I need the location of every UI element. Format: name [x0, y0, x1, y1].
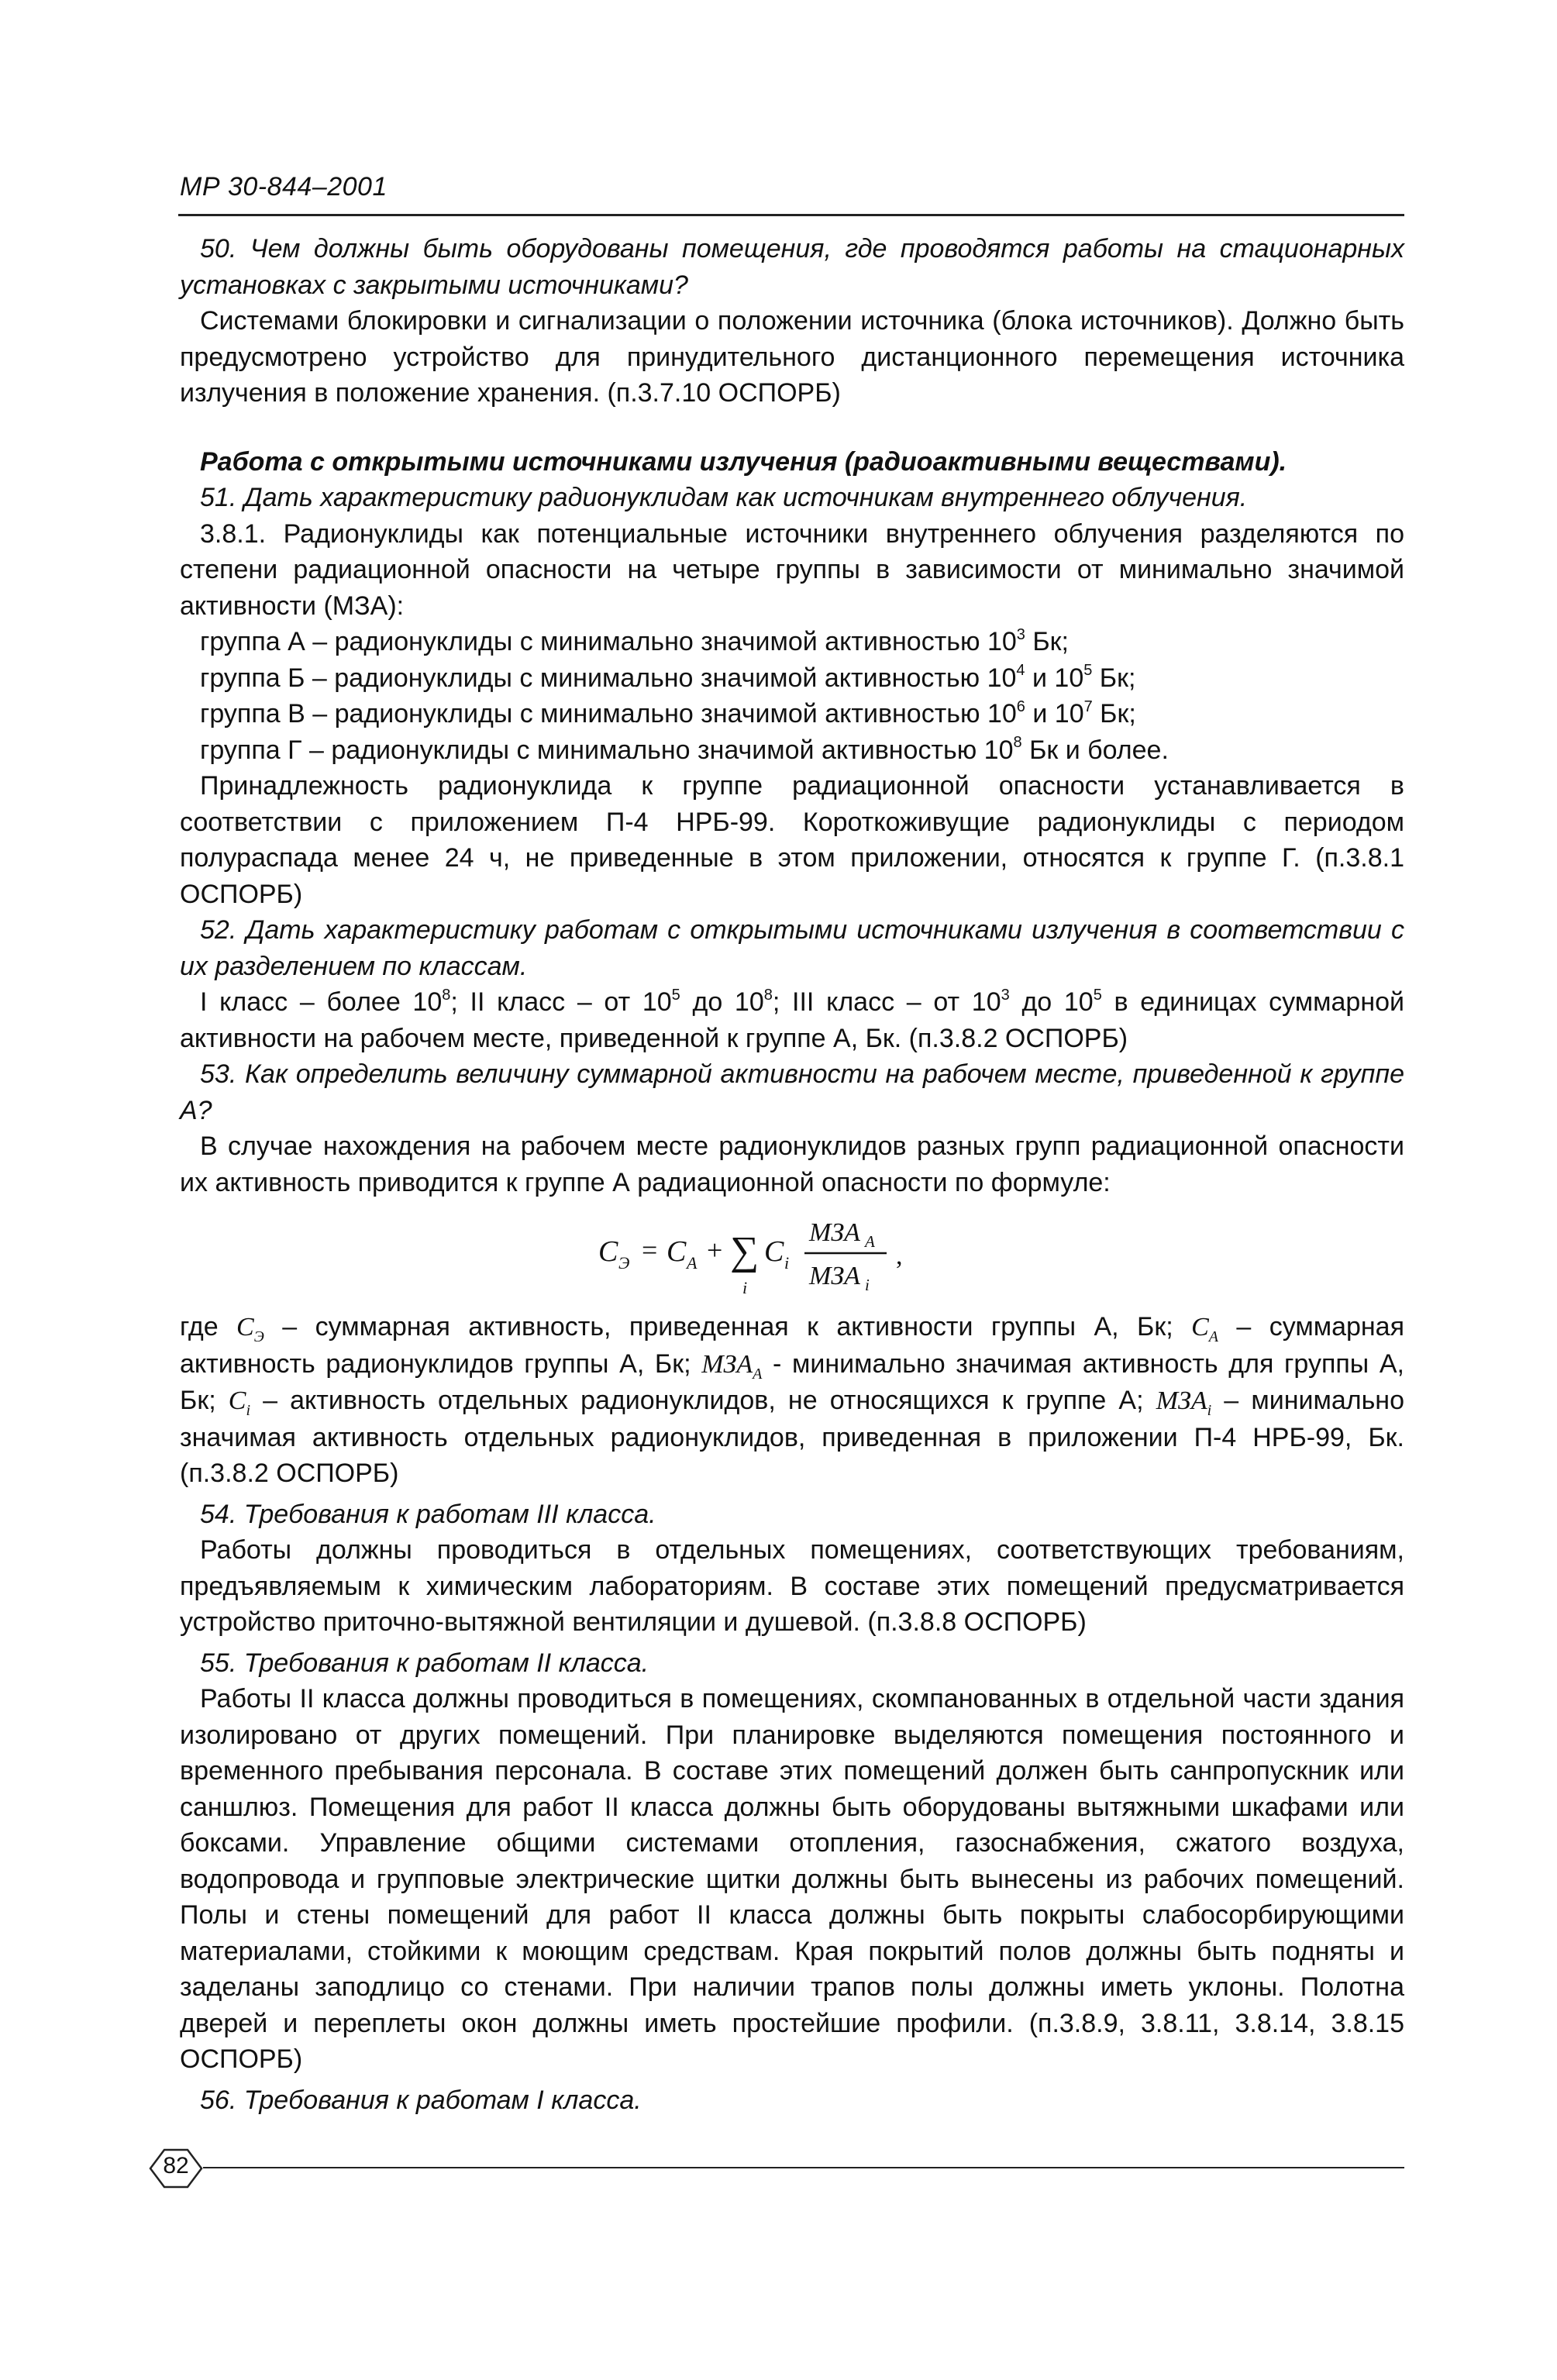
- group-g-line: [180, 732, 1404, 769]
- answer-53-intro: В случае нахождения на рабочем месте радионуклидов разных групп радиационной опасности их активность приводится к группе А радиационной опасности по формуле:: [180, 1131, 1404, 1197]
- activity-formula: [180, 1204, 1404, 1303]
- legend-symbol-ci-sub: i: [246, 1401, 250, 1419]
- question-51: 51. Дать характеристику радионуклидам как источникам внутреннего облучения.: [200, 483, 1248, 512]
- formula-comma: ,: [896, 1242, 903, 1270]
- group-v-exponent-2: 7: [1083, 697, 1093, 715]
- class-text-1: I класс – более 10: [200, 987, 443, 1017]
- question-55: 55. Требования к работам II класса.: [200, 1648, 649, 1678]
- formula-ci: C: [764, 1235, 784, 1268]
- group-v-line: [180, 696, 1404, 732]
- class-text-6: в единицах суммарной активности на рабочем месте, приведенной к группе А, Бк. (п.3.8.2 ОСПОРБ): [180, 987, 1404, 1053]
- legend-symbol-ca: С: [1191, 1313, 1209, 1342]
- class-exp-1: 8: [442, 986, 451, 1004]
- group-b-and: и 10: [1025, 663, 1084, 693]
- class-exp-3: 8: [763, 986, 773, 1004]
- legend-symbol-ci: С: [228, 1386, 246, 1415]
- formula-ca: C: [667, 1235, 687, 1268]
- class-exp-5: 5: [1093, 986, 1102, 1004]
- group-g-text: группа Г – радионуклиды с минимально значимой активностью 10: [200, 735, 1014, 765]
- page-body: [180, 231, 1404, 2118]
- class-text-3: до 10: [680, 987, 764, 1017]
- formula-denominator-sub: i: [865, 1276, 870, 1294]
- legend-text-4: – активность отдельных радионуклидов, не относящихся к группе А;: [250, 1386, 1156, 1415]
- formula-equals: =: [642, 1235, 658, 1266]
- legend-text-5: – минимально значимая активность отдельных радионуклидов, приведенная в приложении П-4 НРБ-99, Бк. (п.3.8.2 ОСПОРБ): [180, 1386, 1404, 1488]
- legend-symbol-mza-i-sub: i: [1207, 1401, 1212, 1419]
- formula-ci-sub: i: [784, 1253, 790, 1273]
- class-text-4: ; III класс – от 10: [772, 987, 1001, 1017]
- question-56: 56. Требования к работам I класса.: [200, 2085, 642, 2115]
- question-54: 54. Требования к работам III класса.: [200, 1499, 656, 1529]
- formula-plus: +: [707, 1235, 723, 1266]
- answer-55: Работы II класса должны проводиться в помещениях, скомпанованных в отдельной части здания изолировано от других помещений. При планировке выделяются помещения постоянного и временного пребывания персонала. В составе этих помещений должен быть санпропускник или саншлюз. Помещения для работ II класса должны быть оборудованы вытяжными шкафами или боксами. Управление общими системами отопления, газоснабжения, сжатого воздуха, водопровода и групповые электрические щитки должны быть вынесены из рабочих помещений. Полы и стены помещений для работ II класса должны быть покрыты слабосорбирующими материалами, стойкими к моющим средствам. Края покрытий полов должны быть подняты и заделаны заподлицо со стенами. При наличии трапов полы должны иметь уклоны. Полотна дверей и переплеты окон должны иметь простейшие профили. (п.3.8.9, 3.8.11, 3.8.14, 3.8.15 ОСПОРБ): [180, 1684, 1404, 2074]
- legend-symbol-ce: С: [236, 1313, 254, 1342]
- answer-51-end: Принадлежность радионуклида к группе радиационной опасности устанавливается в соответствии с приложением П-4 НРБ-99. Короткоживущие радионуклиды с периодом полураспада менее 24 ч, не приведенные в этом приложении, относятся к группе Г. (п.3.8.1 ОСПОРБ): [180, 771, 1404, 909]
- group-v-unit: Бк;: [1092, 699, 1136, 728]
- legend-text-2: – суммарная активность радионуклидов группы А, Бк;: [180, 1312, 1404, 1379]
- formula-sum-index: i: [742, 1278, 748, 1297]
- question-52: 52. Дать характеристику работам с открытыми источниками излучения в соответствии с их разделением по классам.: [180, 915, 1404, 981]
- formula-numerator-sub: A: [865, 1232, 875, 1251]
- group-a-exponent: 3: [1016, 625, 1025, 643]
- section-heading: Работа с открытыми источниками излучения (радиоактивными веществами).: [200, 446, 1287, 477]
- group-b-unit: Бк;: [1092, 663, 1136, 693]
- group-b-line: [180, 660, 1404, 697]
- group-b-exponent-1: 4: [1016, 662, 1025, 680]
- group-g-exponent: 8: [1013, 734, 1022, 752]
- formula-lhs-sub: Э: [618, 1253, 630, 1273]
- page-number: 82: [163, 2153, 189, 2179]
- legend-text-3: - минимально значимая активность для группы А, Бк;: [180, 1348, 1404, 1415]
- formula-numerator: МЗА: [809, 1218, 860, 1247]
- formula-lhs: C: [598, 1235, 618, 1268]
- answer-52: [180, 984, 1404, 1056]
- header-rule: [178, 214, 1404, 216]
- legend-symbol-mza-a: МЗА: [701, 1349, 753, 1379]
- legend-symbol-ca-sub: А: [1208, 1328, 1218, 1345]
- class-exp-2: 5: [671, 986, 680, 1004]
- class-text-5: до 10: [1009, 987, 1094, 1017]
- running-head: МР 30-844–2001: [180, 172, 388, 201]
- formula-sigma: ∑: [730, 1229, 760, 1273]
- footer-rule: [203, 2167, 1404, 2168]
- legend-text-1: – суммарная активность, приведенная к активности группы А, Бк;: [264, 1312, 1192, 1342]
- answer-54: Работы должны проводиться в отдельных помещениях, соответствующих требованиям, предъявляемым к химическим лабораториям. В составе этих помещений предусматривается устройство приточно-вытяжной вентиляции и душевой. (п.3.8.8 ОСПОРБ): [180, 1535, 1404, 1637]
- group-a-unit: Бк;: [1025, 627, 1069, 656]
- legend-symbol-mza-i: МЗА: [1156, 1386, 1207, 1415]
- answer-51-intro: 3.8.1. Радионуклиды как потенциальные источники внутреннего облучения разделяются по степени радиационной опасности на четыре группы в зависимости от минимально значимой активности (МЗА):: [180, 518, 1404, 621]
- legend-symbol-mza-a-sub: А: [753, 1365, 763, 1383]
- formula-legend: [180, 1309, 1404, 1492]
- group-v-text: группа В – радионуклиды с минимально значимой активностью 10: [200, 699, 1017, 728]
- question-50: 50. Чем должны быть оборудованы помещения, где проводятся работы на стационарных установках с закрытыми источниками?: [180, 234, 1404, 300]
- group-b-exponent-2: 5: [1083, 662, 1093, 680]
- formula-denominator: МЗА: [809, 1262, 860, 1290]
- class-text-2: ; II класс – от 10: [450, 987, 672, 1017]
- group-a-line: [180, 624, 1404, 660]
- formula-ca-sub: A: [687, 1253, 698, 1273]
- legend-where: где: [180, 1312, 237, 1342]
- group-a-text: группа А – радионуклиды с минимально значимой активностью 10: [200, 627, 1017, 656]
- answer-50: Системами блокировки и сигнализации о положении источника (блока источников). Должно быть предусмотрено устройство для принудительного дистанционного перемещения источника излучения в положение хранения. (п.3.7.10 ОСПОРБ): [180, 306, 1404, 408]
- group-v-exponent-1: 6: [1016, 697, 1025, 715]
- group-v-and: и 10: [1025, 699, 1084, 728]
- formula-svg: [598, 1204, 1032, 1303]
- class-exp-4: 3: [1001, 986, 1010, 1004]
- legend-symbol-ce-sub: Э: [253, 1328, 264, 1345]
- question-53: 53. Как определить величину суммарной активности на рабочем месте, приведенной к группе А?: [180, 1059, 1404, 1125]
- group-b-text: группа Б – радионуклиды с минимально значимой активностью 10: [200, 663, 1017, 693]
- group-g-unit: Бк и более.: [1021, 735, 1169, 765]
